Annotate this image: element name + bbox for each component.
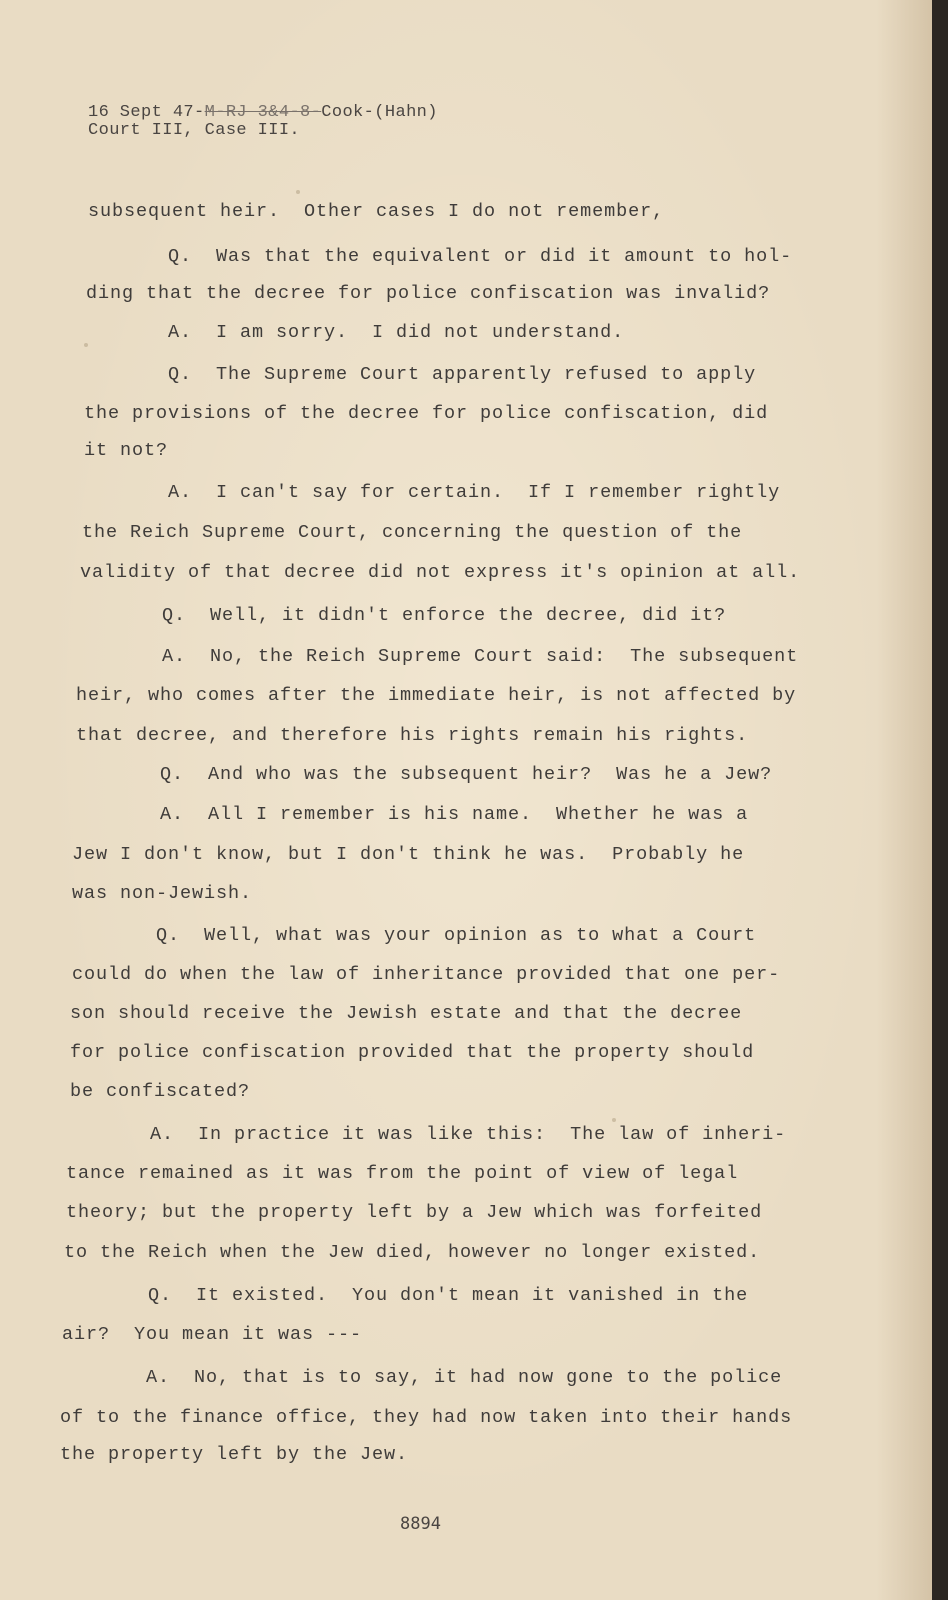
transcript-line: heir, who comes after the immediate heir, is not affected by	[76, 685, 797, 706]
transcript-line: A. I am sorry. I did not understand.	[168, 322, 625, 343]
transcript-line: ding that the decree for police confiscation was invalid?	[86, 283, 771, 304]
transcript-line: air? You mean it was ---	[62, 1324, 363, 1345]
transcript-line: Q. It existed. You don't mean it vanished in the	[148, 1285, 749, 1306]
page-number: 8894	[400, 1514, 441, 1534]
transcript-line: tance remained as it was from the point of view of legal	[66, 1163, 739, 1184]
paper-speck	[612, 1118, 616, 1122]
transcript-line: Jew I don't know, but I don't think he was. Probably he	[72, 844, 745, 865]
header-date: 16 Sept 47-	[88, 103, 205, 122]
transcript-line: A. No, the Reich Supreme Court said: The subsequent	[162, 646, 799, 667]
transcript-line: the provisions of the decree for police confiscation, did	[84, 403, 769, 424]
transcript-line: for police confiscation provided that the property should	[70, 1042, 755, 1063]
transcript-line: that decree, and therefore his rights remain his rights.	[76, 725, 749, 746]
header-case-line: Court III, Case III.	[88, 121, 301, 140]
transcript-line: to the Reich when the Jew died, however no longer existed.	[64, 1242, 761, 1263]
header-struck-text: M-RJ 3&4-8-	[204, 103, 322, 122]
header-reporter: Cook-(Hahn)	[321, 103, 438, 122]
transcript-line: it not?	[84, 440, 169, 461]
transcript-line: Q. Well, what was your opinion as to what a Court	[156, 925, 757, 946]
transcript-line: son should receive the Jewish estate and that the decree	[70, 1003, 743, 1024]
transcript-line: of to the finance office, they had now taken into their hands	[60, 1407, 793, 1428]
transcript-line: Q. Was that the equivalent or did it amount to hol-	[168, 246, 793, 267]
transcript-line: Q. Well, it didn't enforce the decree, did it?	[162, 605, 727, 626]
transcript-line: Q. And who was the subsequent heir? Was he a Jew?	[160, 764, 773, 785]
transcript-line: the property left by the Jew.	[60, 1444, 409, 1465]
transcript-line: A. In practice it was like this: The law of inheri-	[150, 1124, 787, 1145]
transcript-line: the Reich Supreme Court, concerning the question of the	[82, 522, 743, 543]
paper-speck	[296, 190, 300, 194]
header-session-line	[88, 104, 438, 122]
transcript-line: validity of that decree did not express it's opinion at all.	[80, 562, 801, 583]
paper-speck	[84, 343, 88, 347]
transcript-line: could do when the law of inheritance provided that one per-	[72, 964, 781, 985]
transcript-line: was non-Jewish.	[72, 883, 253, 904]
document-header	[88, 104, 438, 140]
transcript-line: subsequent heir. Other cases I do not remember,	[88, 201, 665, 222]
transcript-line: A. I can't say for certain. If I remember rightly	[168, 482, 781, 503]
transcript-line: be confiscated?	[70, 1081, 251, 1102]
transcript-line: Q. The Supreme Court apparently refused to apply	[168, 364, 757, 385]
transcript-line: A. All I remember is his name. Whether he was a	[160, 804, 749, 825]
transcript-line: A. No, that is to say, it had now gone to the police	[146, 1367, 783, 1388]
transcript-line: theory; but the property left by a Jew which was forfeited	[66, 1202, 763, 1223]
